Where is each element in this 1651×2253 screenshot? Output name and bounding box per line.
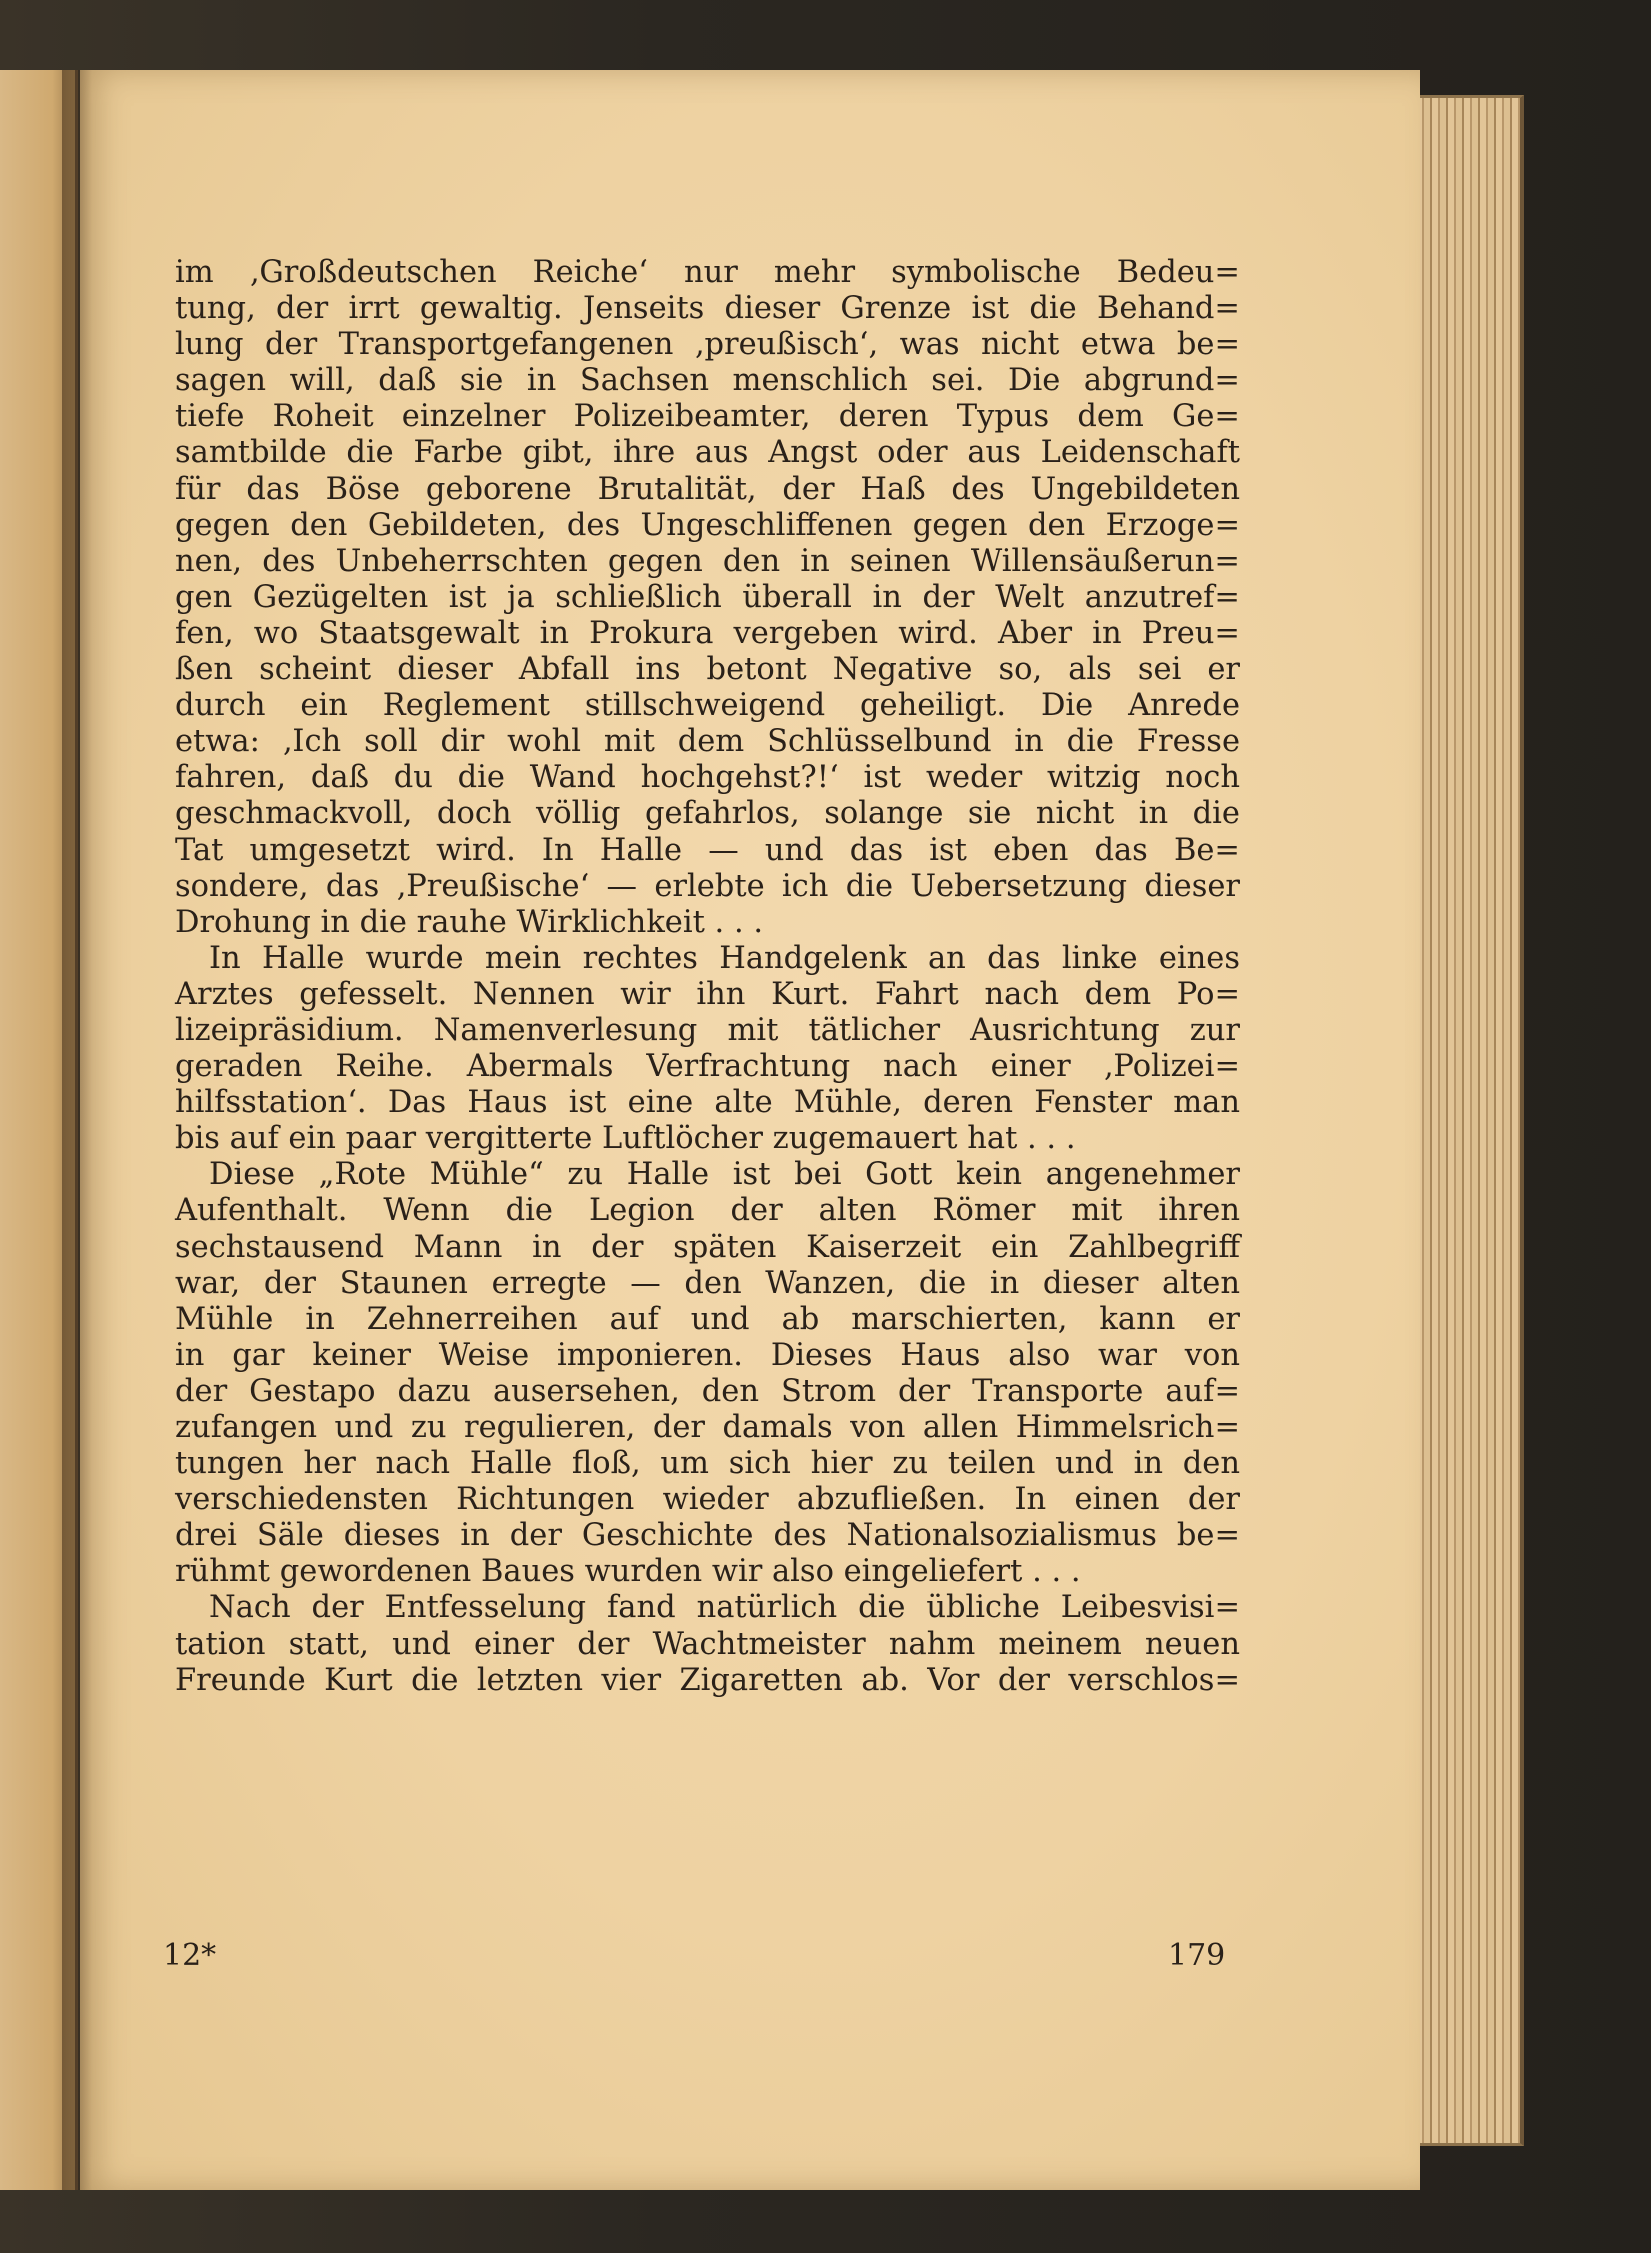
text-line: tung, der irrt gewaltig. Jenseits dieser Grenze ist die Behand= [175,291,1240,327]
text-line: hilfsstation‘. Das Haus ist eine alte Mühle, deren Fenster man [175,1085,1240,1121]
body-text [175,255,1240,1699]
text-line: tiefe Roheit einzelner Polizeibeamter, deren Typus dem Ge= [175,399,1240,435]
text-line: tungen her nach Halle floß, um sich hier zu teilen und in den [175,1446,1240,1482]
text-line: Diese „Rote Mühle“ zu Halle ist bei Gott kein angenehmer [209,1157,1240,1193]
text-line: durch ein Reglement stillschweigend geheiligt. Die Anrede [175,688,1240,724]
signature-mark: 12* [163,1938,217,1973]
text-line: Mühle in Zehnerreihen auf und ab marschierten, kann er [175,1301,1240,1337]
text-line: sondere, das ‚Preußische‘ — erlebte ich die Uebersetzung dieser [175,868,1240,904]
text-line: Tat umgesetzt wird. In Halle — und das ist eben das Be= [175,832,1240,868]
text-line: geschmackvoll, doch völlig gefahrlos, solange sie nicht in die [175,796,1240,832]
text-line: sechstausend Mann in der späten Kaiserzeit ein Zahlbegriff [175,1229,1240,1265]
text-line: Drohung in die rauhe Wirklichkeit . . . [175,904,764,940]
text-line: gen Gezügelten ist ja schließlich überall in der Welt anzutref= [175,579,1240,615]
text-line: gegen den Gebildeten, des Ungeschliffenen gegen den Erzoge= [175,507,1240,543]
text-line: fen, wo Staatsgewalt in Prokura vergeben wird. Aber in Preu= [175,615,1240,651]
text-line: zufangen und zu regulieren, der damals von allen Himmelsrich= [175,1410,1240,1445]
text-line: geraden Reihe. Abermals Verfrachtung nach einer ‚Polizei= [175,1049,1240,1085]
text-line: Aufenthalt. Wenn die Legion der alten Römer mit ihren [175,1193,1240,1229]
text-line: In Halle wurde mein rechtes Handgelenk an das linke eines [209,940,1240,976]
text-line: nen, des Unbeherrschten gegen den in seinen Willensäußerun= [175,543,1240,579]
text-line: lizeipräsidium. Namenverlesung mit tätlicher Ausrichtung zur [175,1012,1240,1048]
text-line: sagen will, daß sie in Sachsen menschlich sei. Die abgrund= [175,363,1240,399]
text-line: im ‚Großdeutschen Reiche‘ nur mehr symbolische Bedeu= [175,255,1240,290]
text-line: für das Böse geborene Brutalität, der Haß des Ungebildeten [175,471,1240,507]
text-line: war, der Staunen erregte — den Wanzen, die in dieser alten [175,1265,1240,1301]
text-line: drei Säle dieses in der Geschichte des Nationalsozialismus be= [175,1518,1240,1554]
text-line: fahren, daß du die Wand hochgehst?!‘ ist weder witzig noch [175,760,1240,796]
spine-shadow [62,70,92,2190]
text-line: tation statt, und einer der Wachtmeister nahm meinem neuen [175,1626,1240,1662]
text-line: in gar keiner Weise imponieren. Dieses Haus also war von [175,1337,1240,1373]
text-line: etwa: ‚Ich soll dir wohl mit dem Schlüsselbund in die Fresse [175,724,1240,760]
text-line: lung der Transportgefangenen ‚preußisch‘, was nicht etwa be= [175,327,1240,363]
text-line: bis auf ein paar vergitterte Luftlöcher zugemauert hat . . . [175,1121,1076,1157]
text-line: Freunde Kurt die letzten vier Zigaretten ab. Vor der verschlos= [175,1662,1240,1698]
page-number: 179 [1168,1938,1226,1973]
text-line: samtbilde die Farbe gibt, ihre aus Angst oder aus Leidenschaft [175,435,1240,471]
text-line: Nach der Entfesselung fand natürlich die übliche Leibesvisi= [209,1590,1240,1626]
text-line: verschiedensten Richtungen wieder abzufließen. In einen der [175,1482,1240,1518]
text-line: ßen scheint dieser Abfall ins betont Negative so, als sei er [175,652,1240,688]
text-line: der Gestapo dazu ausersehen, den Strom der Transporte auf= [175,1373,1240,1409]
text-line: Arztes gefesselt. Nennen wir ihn Kurt. Fahrt nach dem Po= [175,976,1240,1012]
text-line: rühmt gewordenen Baues wurden wir also eingeliefert . . . [175,1554,1081,1590]
